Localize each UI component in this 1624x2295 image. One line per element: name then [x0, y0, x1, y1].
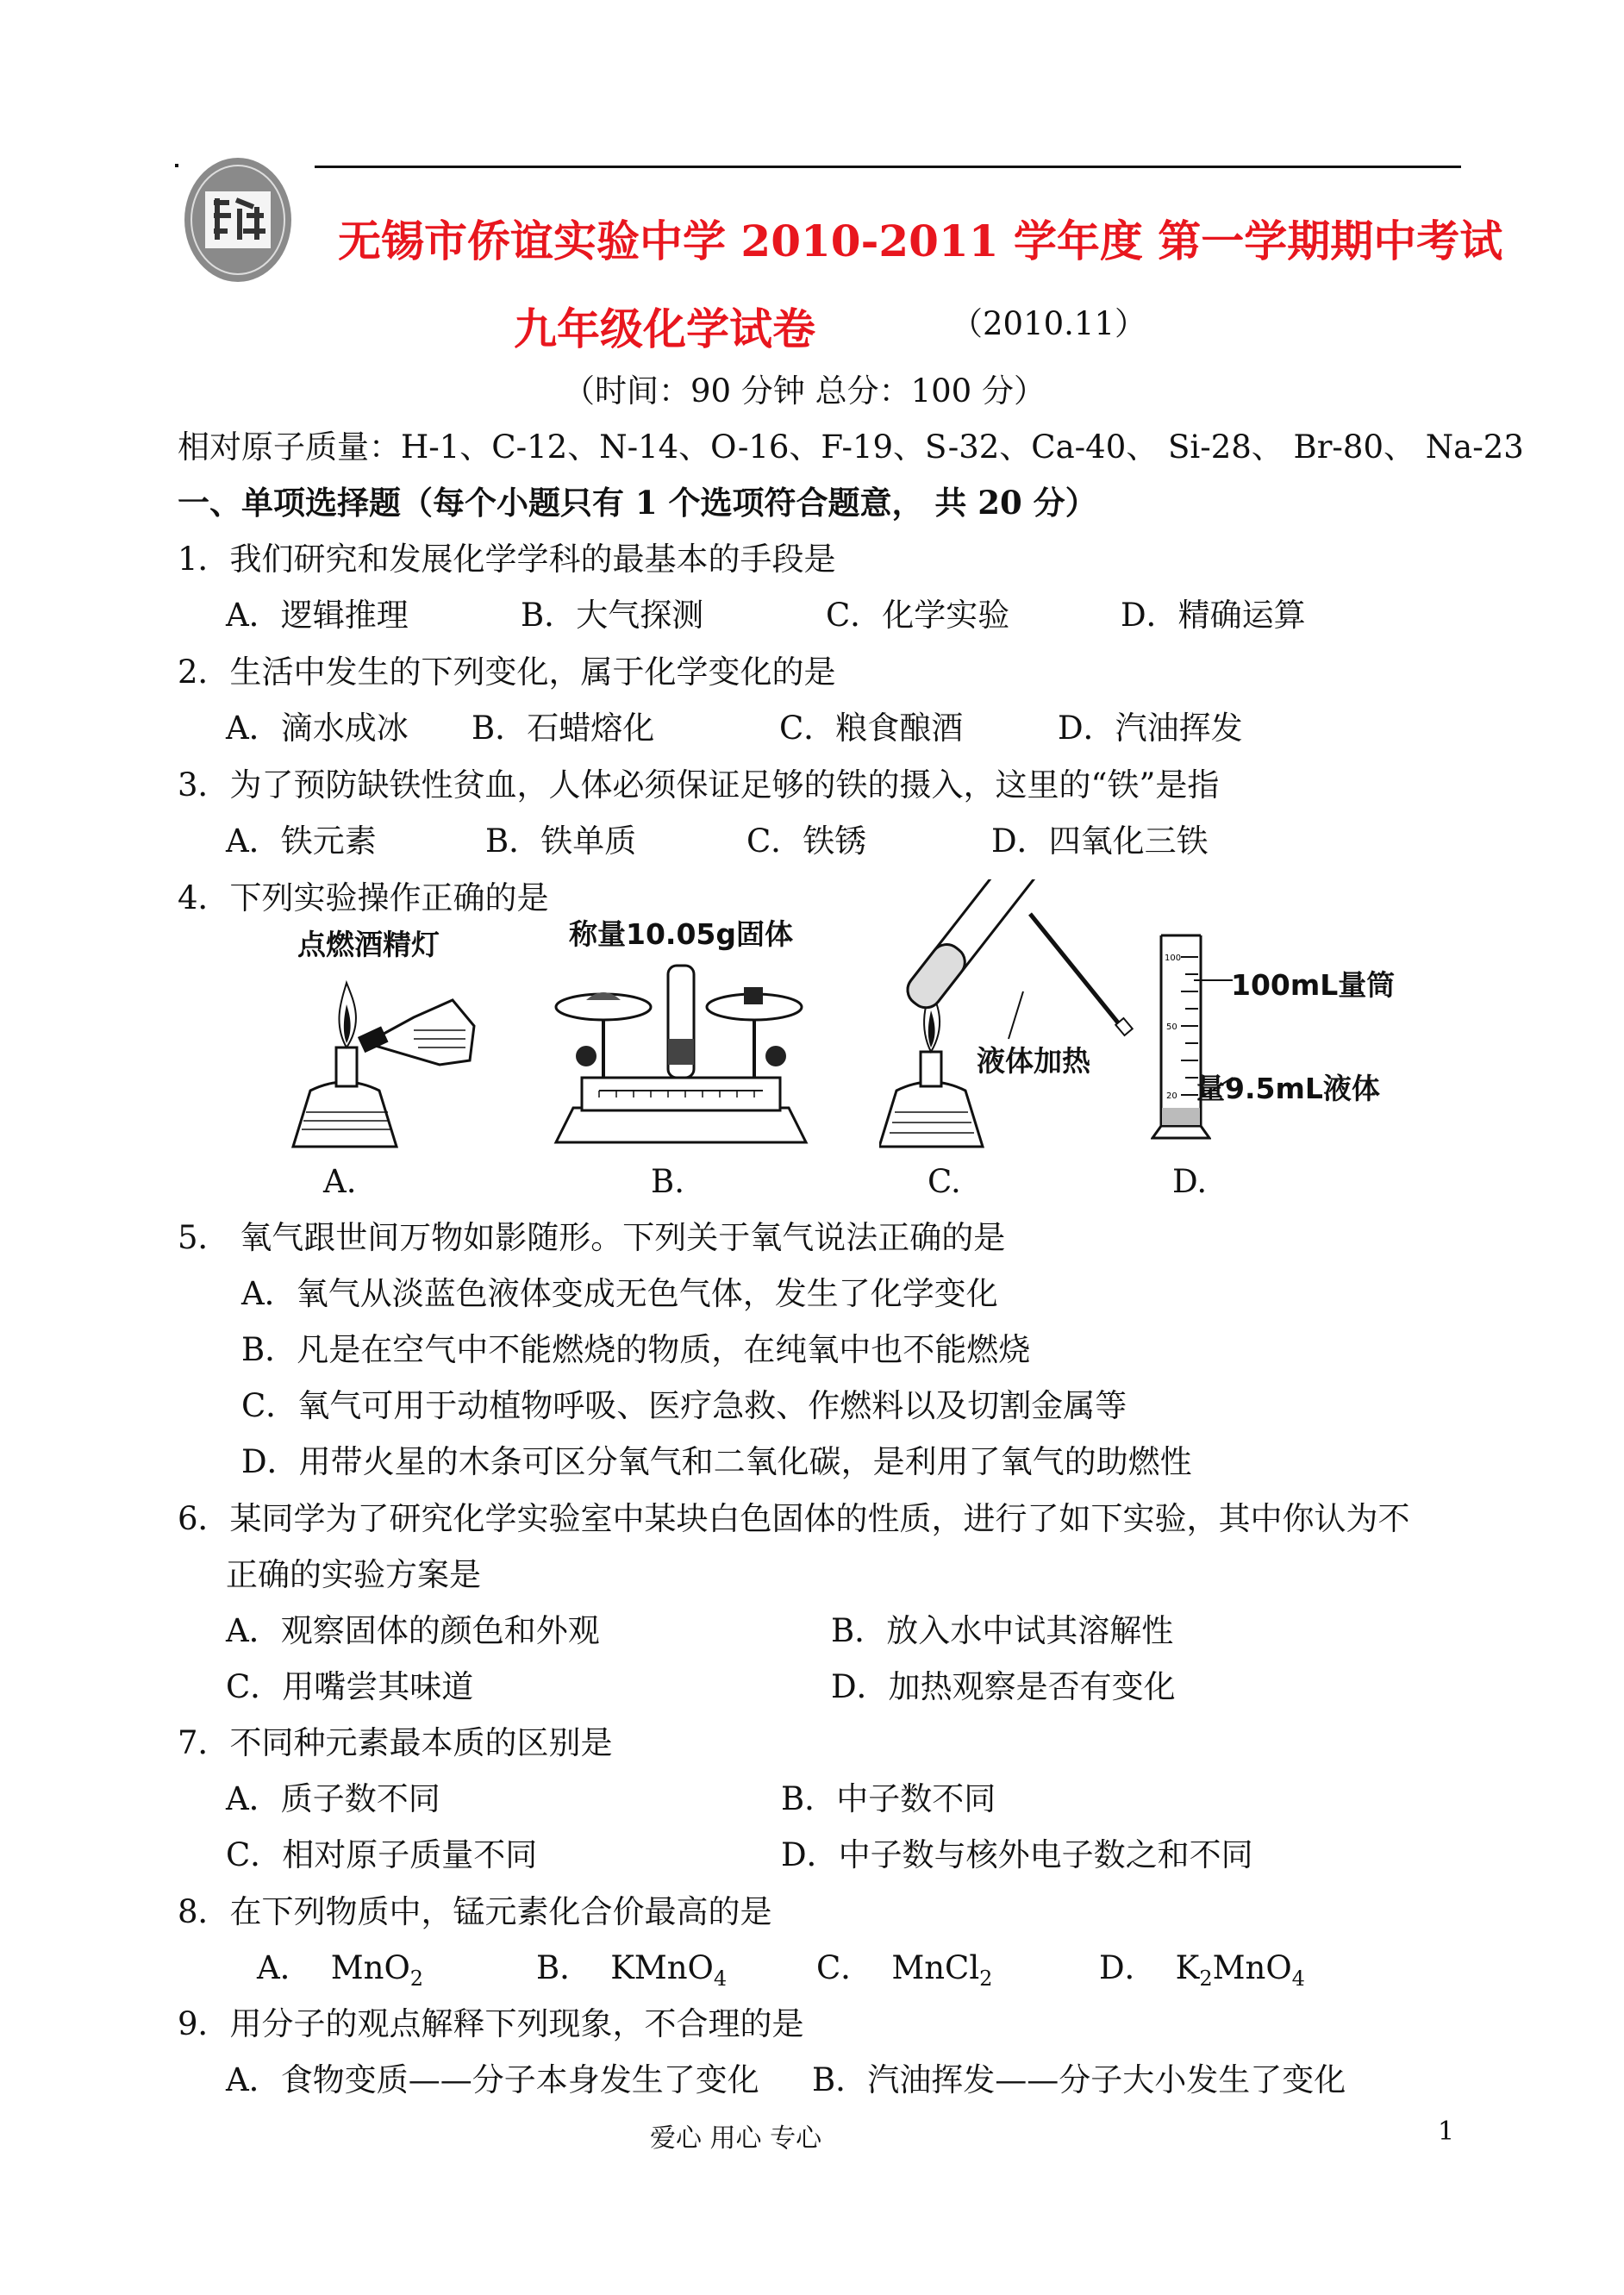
formula-mncl2: MnCl [891, 1949, 980, 1986]
figure-a-label: 点燃酒精灯 [297, 928, 440, 961]
question-7-option-d: D．中子数与核外电子数之和不同 [781, 1836, 1253, 1873]
subscript: 4 [1291, 1967, 1305, 1991]
question-3-option-c: C．铁锈 [746, 822, 867, 860]
question-6-option-a: A．观察固体的颜色和外观 [226, 1612, 600, 1649]
title-line1: 无锡市侨谊实验中学 2010-2011 学年度 第一学期期中考试 [338, 216, 1503, 266]
formula-mno2: MnO [330, 1949, 410, 1986]
page-number: 1 [1438, 2117, 1455, 2147]
question-2-option-b: B．石蜡熔化 [472, 710, 655, 747]
question-7-stem: 7．不同种元素最本质的区别是 [178, 1724, 613, 1761]
question-3-stem: 3．为了预防缺铁性贫血，人体必须保证足够的铁的摄入，这里的“铁”是指 [178, 766, 1220, 804]
svg-text:20: 20 [1166, 1091, 1177, 1101]
question-2-option-a: A．滴水成冰 [226, 710, 409, 747]
svg-text:50: 50 [1166, 1022, 1177, 1032]
subscript: 2 [409, 1967, 424, 1991]
figure-c-label: 液体加热 [977, 1044, 1090, 1078]
question-2-option-d: D．汽油挥发 [1058, 710, 1243, 747]
figure-d-leader-lines [1194, 970, 1237, 1108]
figure-a-alcohol-lamp [284, 961, 483, 1155]
question-5-option-a: A．氧气从淡蓝色液体变成无色气体，发生了化学变化 [241, 1275, 998, 1312]
formula-kmno4: KMnO [610, 1949, 714, 1986]
question-5-option-d: D．用带火星的木条可区分氧气和二氧化碳，是利用了氧气的助燃性 [241, 1443, 1192, 1480]
subscript: 2 [979, 1967, 993, 1991]
figure-d-label-2: 量9.5mL液体 [1196, 1072, 1380, 1105]
question-6-stem-cont: 正确的实验方案是 [226, 1556, 481, 1593]
formula-mno: MnO [1212, 1949, 1292, 1986]
question-5-option-b: B．凡是在空气中不能燃烧的物质，在纯氧中也不能燃烧 [241, 1331, 1031, 1368]
section-1-heading: 一、单项选择题（每个小题只有 1 个选项符合题意， 共 20 分） [178, 484, 1097, 522]
question-1-option-b: B．大气探测 [521, 597, 704, 634]
question-2-stem: 2．生活中发生的下列变化，属于化学变化的是 [178, 653, 836, 691]
exam-date: （2010.11） [951, 305, 1147, 342]
time-score: （时间：90 分钟 总分：100 分） [563, 372, 1046, 410]
header-rule [315, 166, 1461, 168]
question-6-option-b: B．放入水中试其溶解性 [831, 1612, 1174, 1649]
question-3-option-d: D．四氧化三铁 [991, 822, 1209, 860]
school-seal-logo [183, 155, 293, 285]
question-4-option-a: A. [323, 1163, 357, 1200]
question-8-stem: 8．在下列物质中，锰元素化合价最高的是 [178, 1893, 772, 1930]
question-5-option-c: C．氧气可用于动植物呼吸、医疗急救、作燃料以及切割金属等 [241, 1387, 1127, 1424]
atomic-mass-line: 相对原子质量：H-1、C-12、N-14、O-16、F-19、S-32、Ca-40、 Si-28、 Br-80、 Na-23 [178, 428, 1524, 466]
question-3-option-a: A．铁元素 [226, 822, 377, 860]
question-9-option-b: B．汽油挥发——分子大小发生了变化 [812, 2061, 1346, 2098]
question-6-option-d: D．加热观察是否有变化 [831, 1668, 1176, 1705]
figure-b-label: 称量10.05g固体 [569, 917, 794, 951]
question-7-option-c: C．相对原子质量不同 [226, 1836, 538, 1873]
question-7-option-b: B．中子数不同 [781, 1780, 996, 1817]
option-a-letter: A． [257, 1949, 312, 1986]
option-c-letter: C． [816, 1949, 873, 1986]
question-4-option-b: B. [651, 1163, 684, 1200]
formula-k: K [1175, 1949, 1200, 1986]
footer-motto: 爱心 用心 专心 [650, 2123, 822, 2154]
figure-d-label-1: 100mL量筒 [1231, 968, 1396, 1002]
question-7-option-a: A．质子数不同 [226, 1780, 440, 1817]
question-6-option-c: C．用嘴尝其味道 [226, 1668, 474, 1705]
question-8-option-d [1099, 1949, 1305, 1991]
question-8-option-c [816, 1949, 993, 1991]
subscript: 4 [713, 1967, 728, 1991]
question-1-option-a: A．逻辑推理 [226, 597, 409, 634]
question-8-option-a [257, 1949, 424, 1991]
question-4-stem: 4．下列实验操作正确的是 [178, 879, 549, 916]
svg-text:100: 100 [1165, 954, 1182, 963]
question-5-stem: 5． 氧气跟世间万物如影随形。下列关于氧气说法正确的是 [178, 1219, 1006, 1256]
figure-c-test-tube-heating [879, 879, 1138, 1155]
question-4-option-d: D. [1172, 1163, 1208, 1200]
question-9-option-a: A．食物变质——分子本身发生了变化 [226, 2061, 759, 2098]
option-d-letter: D． [1099, 1949, 1157, 1986]
question-1-option-c: C．化学实验 [826, 597, 1010, 634]
question-4-option-c: C. [928, 1163, 961, 1200]
subscript: 2 [1199, 1967, 1213, 1991]
question-8-option-b [536, 1949, 728, 1991]
title-line2: 九年级化学试卷 [514, 303, 815, 354]
question-3-option-b: B．铁单质 [485, 822, 637, 860]
figure-b-balance [547, 948, 815, 1147]
header-dot [175, 164, 178, 167]
question-1-stem: 1．我们研究和发展化学学科的最基本的手段是 [178, 541, 836, 578]
option-b-letter: B． [536, 1949, 592, 1986]
question-2-option-c: C．粮食酿酒 [779, 710, 964, 747]
question-9-stem: 9．用分子的观点解释下列现象，不合理的是 [178, 2005, 804, 2042]
question-6-stem: 6．某同学为了研究化学实验室中某块白色固体的性质，进行了如下实验，其中你认为不 [178, 1500, 1410, 1537]
question-1-option-d: D．精确运算 [1121, 597, 1306, 634]
